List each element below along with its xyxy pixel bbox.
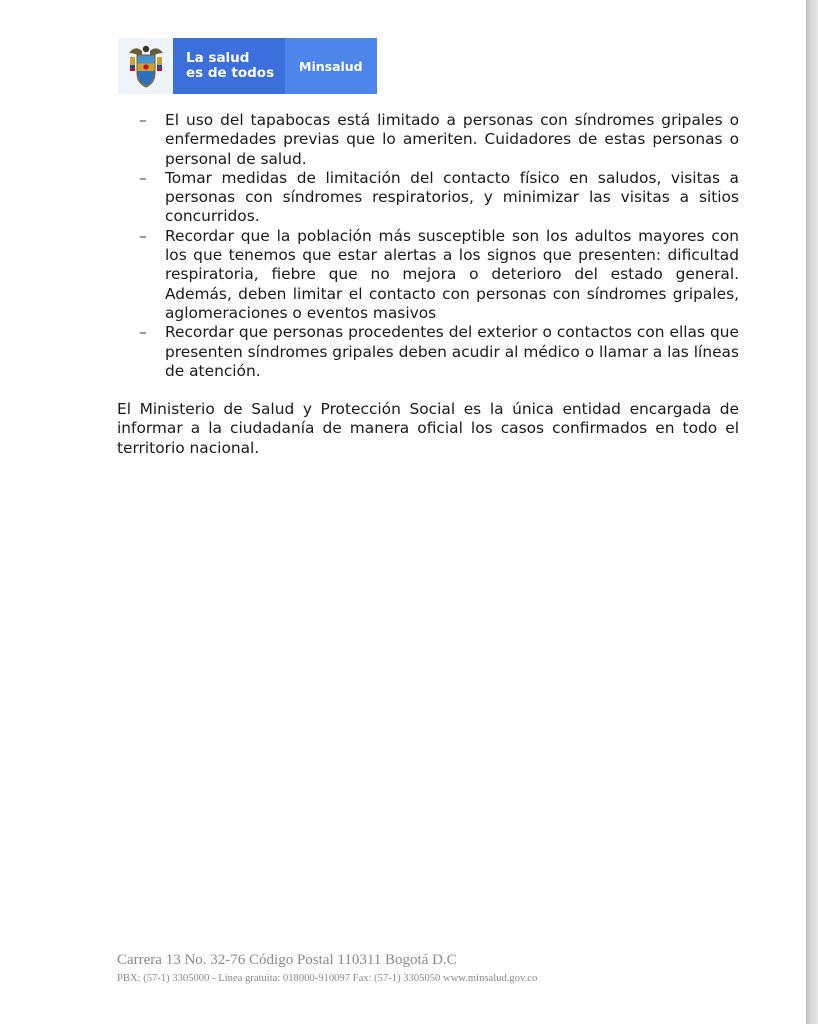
list-item	[117, 227, 739, 323]
recommendations-list	[117, 111, 739, 381]
list-item	[117, 169, 739, 227]
closing-paragraph: El Ministerio de Salud y Protección Social es la única entidad encargada de informar a la ciudadanía de manera oficial los casos confirmados en todo el territorio nacional.	[117, 400, 739, 457]
coat-of-arms-icon	[118, 38, 173, 94]
list-item-text: El uso del tapabocas está limitado a personas con síndromes gripales o enfermedades previas que lo ameriten. Cuidadores de estas personas o personal de salud.	[165, 111, 739, 168]
minsalud-logo	[118, 38, 377, 94]
dash-bullet-icon: –	[139, 168, 147, 187]
logo-slogan-line1: La salud	[186, 50, 250, 66]
logo-brand: Minsalud	[285, 38, 377, 94]
list-item	[117, 323, 739, 381]
dash-bullet-icon: –	[139, 111, 147, 129]
list-item-text: Recordar que la población más susceptible son los adultos mayores con los que tenemos que estar alertas a los signos que presenten: dificultad respiratoria, fiebre que no mejora o deterioro del estado general. Además, deben limitar el contacto con personas con síndromes gripales, aglomeraciones o eventos masivos	[165, 226, 739, 322]
viewer-edge	[806, 0, 818, 1024]
list-item-text: Tomar medidas de limitación del contacto físico en saludos, visitas a personas con síndromes respiratorios, y minimizar las visitas a sitios concurridos.	[165, 168, 739, 226]
footer-address: Carrera 13 No. 32-76 Código Postal 110311 Bogotá D.C	[117, 952, 457, 968]
page-footer	[117, 951, 537, 986]
list-item	[117, 111, 739, 169]
document-body	[117, 111, 739, 458]
dash-bullet-icon: –	[139, 226, 147, 245]
dash-bullet-icon: –	[139, 323, 147, 342]
logo-slogan-line2: es de todos	[186, 65, 275, 81]
footer-contact: PBX: (57-1) 3305000 - Línea gratuita: 018000-910097 Fax: (57-1) 3305050 www.minsalud.gov.co	[117, 973, 538, 984]
logo-slogan	[173, 38, 285, 94]
list-item-text: Recordar que personas procedentes del exterior o contactos con ellas que presenten síndromes gripales deben acudir al médico o llamar a las líneas de atención.	[165, 323, 739, 380]
